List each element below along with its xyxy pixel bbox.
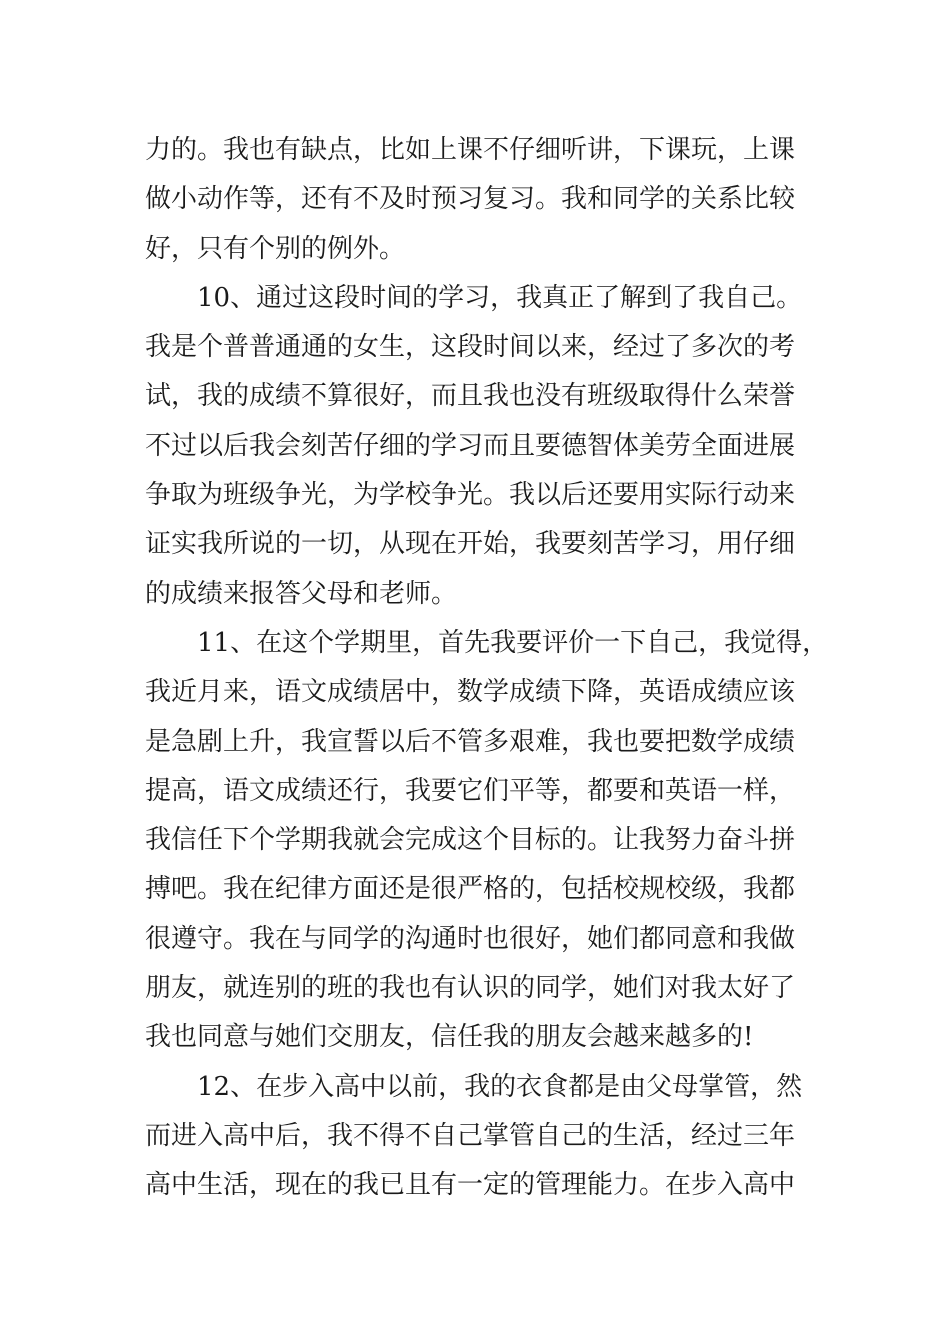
text-line: 朋友，就连别的班的我也有认识的同学，她们对我太好了 xyxy=(145,973,796,1004)
text-line: 很遵守。我在与同学的沟通时也很好，她们都同意和我做 xyxy=(145,923,796,954)
text-line: 12、在步入高中以前，我的衣食都是由父母掌管，然 xyxy=(197,1071,803,1102)
text-line: 好，只有个别的例外。 xyxy=(145,233,406,264)
text-line: 做小动作等，还有不及时预习复习。我和同学的关系比较 xyxy=(145,184,796,215)
text-line: 不过以后我会刻苦仔细的学习而且要德智体美劳全面进展 xyxy=(145,430,796,461)
text-line: 争取为班级争光，为学校争光。我以后还要用实际行动来 xyxy=(145,480,796,511)
text-line: 11、在这个学期里，首先我要评价一下自己，我觉得， xyxy=(197,627,829,658)
document-body xyxy=(145,126,845,1211)
text-line: 是急剧上升，我宣誓以后不管多艰难，我也要把数学成绩 xyxy=(145,726,796,757)
text-line: 力的。我也有缺点，比如上课不仔细听讲，下课玩，上课 xyxy=(145,135,796,165)
text-line: 我也同意与她们交朋友，信任我的朋友会越来越多的! xyxy=(145,1022,754,1053)
text-line: 我是个普普通通的女生，这段时间以来，经过了多次的考 xyxy=(145,332,796,363)
text-line: 高中生活，现在的我已且有一定的管理能力。在步入高中 xyxy=(145,1170,796,1201)
text-line: 10、通过这段时间的学习，我真正了解到了我自己。 xyxy=(197,282,803,313)
text-line: 的成绩来报答父母和老师。 xyxy=(145,578,458,609)
text-line: 试，我的成绩不算很好，而且我也没有班级取得什么荣誉 xyxy=(145,381,796,412)
text-line: 证实我所说的一切，从现在开始，我要刻苦学习，用仔细 xyxy=(145,529,796,560)
text-line: 我近月来，语文成绩居中，数学成绩下降，英语成绩应该 xyxy=(145,677,796,708)
text-line: 我信任下个学期我就会完成这个目标的。让我努力奋斗拼 xyxy=(145,825,796,856)
text-line: 而进入高中后，我不得不自己掌管自己的生活，经过三年 xyxy=(145,1120,796,1151)
text-line: 搏吧。我在纪律方面还是很严格的，包括校规校级，我都 xyxy=(145,874,796,905)
text-line: 提高，语文成绩还行，我要它们平等，都要和英语一样， xyxy=(145,775,796,806)
